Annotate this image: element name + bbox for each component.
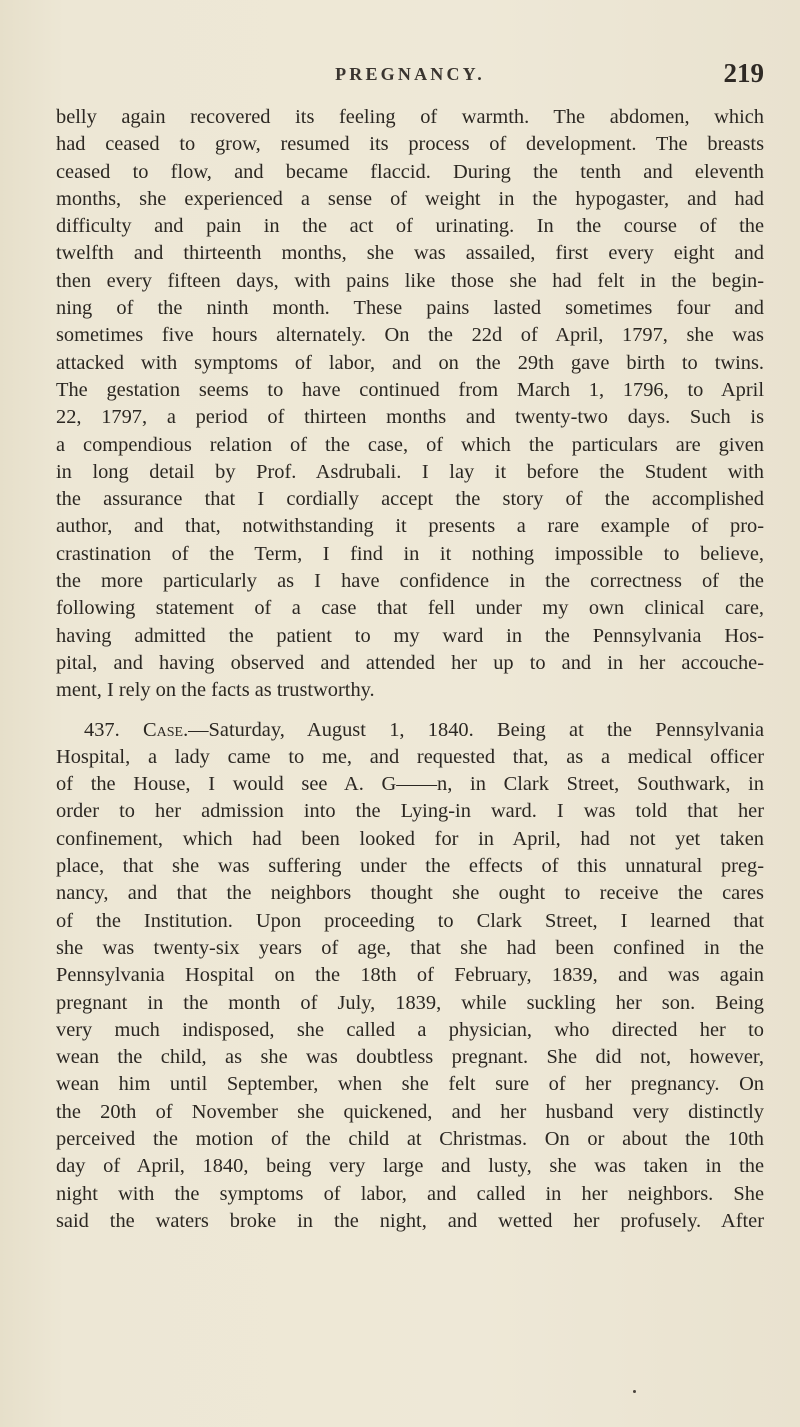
text-line: in long detail by Prof. Asdrubali. I lay it before the Student with bbox=[56, 460, 764, 483]
paragraph-continued bbox=[56, 104, 764, 705]
text-line: months, she experienced a sense of weight in the hypogaster, and had bbox=[56, 187, 764, 210]
text-line: pregnant in the month of July, 1839, while suckling her son. Being bbox=[56, 991, 764, 1014]
text-line: wean him until September, when she felt sure of her pregnancy. On bbox=[56, 1073, 764, 1096]
text-line: said the waters broke in the night, and wetted her profusely. After bbox=[56, 1209, 764, 1232]
text-line: order to her admission into the Lying-in ward. I was told that her bbox=[56, 800, 764, 823]
text-line: The gestation seems to have continued from March 1, 1796, to April bbox=[56, 378, 764, 401]
case-first-line-text: .—Saturday, August 1, 1840. Being at the Pennsylvania bbox=[183, 718, 764, 741]
text-line: having admitted the patient to my ward in the Pennsylvania Hos- bbox=[56, 624, 764, 647]
text-line: twelfth and thirteenth months, she was assailed, first every eight and bbox=[56, 242, 764, 265]
text-line: night with the symptoms of labor, and called in her neighbors. She bbox=[56, 1182, 764, 1205]
case-label: Case bbox=[143, 718, 184, 741]
text-line: difficulty and pain in the act of urinating. In the course of the bbox=[56, 215, 764, 238]
paragraph-gap bbox=[56, 705, 764, 717]
text-line: of the House, I would see A. G——n, in Clark Street, Southwark, in bbox=[56, 773, 764, 796]
text-line: belly again recovered its feeling of warmth. The abdomen, which bbox=[56, 106, 764, 128]
text-line: pital, and having observed and attended her up to and in her accouche- bbox=[56, 651, 764, 674]
body-text bbox=[56, 104, 764, 1235]
text-line: the more particularly as I have confidence in the correctness of the bbox=[56, 570, 764, 593]
text-line: author, and that, notwithstanding it presents a rare example of pro- bbox=[56, 515, 764, 538]
text-line: perceived the motion of the child at Christmas. On or about the 10th bbox=[56, 1127, 764, 1150]
text-line: 22, 1797, a period of thirteen months and twenty-two days. Such is bbox=[56, 406, 764, 429]
text-line: Hospital, a lady came to me, and requested that, as a medical officer bbox=[56, 745, 764, 768]
case-paragraph bbox=[56, 717, 764, 1236]
text-line: Pennsylvania Hospital on the 18th of February, 1839, and was again bbox=[56, 964, 764, 987]
text-line: ning of the ninth month. These pains lasted sometimes four and bbox=[56, 297, 764, 320]
text-line: nancy, and that the neighbors thought she ought to receive the cares bbox=[56, 882, 764, 905]
text-line: of the Institution. Upon proceeding to Clark Street, I learned that bbox=[56, 909, 764, 932]
text-line: confinement, which had been looked for in April, had not yet taken bbox=[56, 827, 764, 850]
text-line: ment, I rely on the facts as trustworthy. bbox=[56, 679, 375, 702]
case-first-line bbox=[56, 717, 764, 744]
text-line: crastination of the Term, I find in it nothing impossible to believe, bbox=[56, 542, 764, 565]
text-line: sometimes five hours alternately. On the 22d of April, 1797, she was bbox=[56, 324, 764, 347]
case-number: 437. bbox=[84, 718, 120, 741]
text-line: then every fifteen days, with pains like those she had felt in the begin- bbox=[56, 269, 764, 292]
ink-speck bbox=[633, 1390, 636, 1393]
text-line: the 20th of November she quickened, and her husband very distinctly bbox=[56, 1100, 764, 1123]
text-line: day of April, 1840, being very large and lusty, she was taken in the bbox=[56, 1155, 764, 1178]
text-line: had ceased to grow, resumed its process of development. The breasts bbox=[56, 133, 764, 156]
text-line: very much indisposed, she called a physician, who directed her to bbox=[56, 1018, 764, 1041]
running-title: PREGNANCY. bbox=[335, 64, 485, 84]
text-line: ceased to flow, and became flaccid. During the tenth and eleventh bbox=[56, 160, 764, 183]
text-line: following statement of a case that fell under my own clinical care, bbox=[56, 597, 764, 620]
text-line: wean the child, as she was doubtless pregnant. She did not, however, bbox=[56, 1046, 764, 1069]
text-line: place, that she was suffering under the effects of this unnatural preg- bbox=[56, 855, 764, 878]
text-line: she was twenty-six years of age, that she had been confined in the bbox=[56, 936, 764, 959]
page-number: 219 bbox=[723, 58, 764, 88]
text-line: a compendious relation of the case, of which the particulars are given bbox=[56, 433, 764, 456]
running-header bbox=[56, 58, 764, 94]
text-line: the assurance that I cordially accept the story of the accomplished bbox=[56, 488, 764, 511]
text-line: attacked with symptoms of labor, and on the 29th gave birth to twins. bbox=[56, 351, 764, 374]
